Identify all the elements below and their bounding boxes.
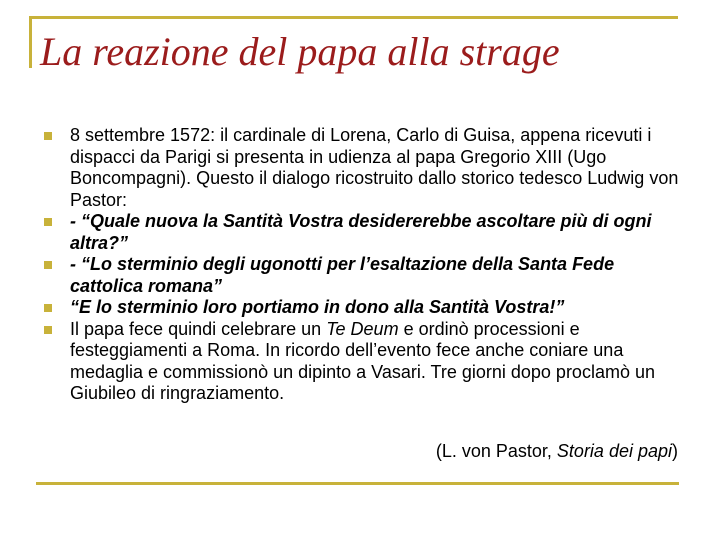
slide-title: La reazione del papa alla strage — [40, 29, 560, 74]
square-bullet-icon — [44, 218, 52, 226]
list-item — [44, 297, 684, 319]
list-item — [44, 319, 684, 405]
bullet-text: 8 settembre 1572: il cardinale di Lorena, Carlo di Guisa, appena ricevuti i dispacci da Parigi si presenta in udienza al papa Gregorio XIII (Ugo Boncompagni). Questo il dialogo ricostruito dallo storico tedesco Ludwig von Pastor: — [70, 125, 679, 210]
bullet-list — [44, 125, 684, 405]
square-bullet-icon — [44, 132, 52, 140]
dialogue-quote: “E lo sterminio loro portiamo in dono alla Santità Vostra!” — [70, 297, 565, 317]
square-bullet-icon — [44, 326, 52, 334]
list-item — [44, 211, 684, 254]
frame-bottom-line — [36, 482, 679, 485]
citation-suffix: ) — [672, 441, 678, 461]
dialogue-quote: - “Lo sterminio degli ugonotti per l’esaltazione della Santa Fede cattolica romana” — [70, 254, 615, 296]
frame-left-line — [29, 16, 32, 68]
te-deum-italic: Te Deum — [326, 318, 399, 339]
square-bullet-icon — [44, 261, 52, 269]
citation-prefix: (L. von Pastor, — [435, 441, 557, 461]
source-citation — [300, 441, 678, 462]
bullet-text-start: Il papa fece quindi celebrare un — [70, 318, 327, 339]
frame-top-line — [29, 16, 678, 19]
citation-work-title: Storia dei papi — [556, 441, 672, 461]
list-item — [44, 254, 684, 297]
square-bullet-icon — [44, 304, 52, 312]
list-item — [44, 125, 684, 211]
bullet-text-end: e ordinò processioni e festeggiamenti a Roma. In ricordo dell’evento fece anche coniare una medaglia e commissionò un dipinto a Vasari. Tre giorni dopo proclamò un Giubileo di ringraziamento. — [70, 318, 655, 403]
dialogue-quote: - “Quale nuova la Santità Vostra desidererebbe ascoltare più di ogni altra?” — [70, 211, 652, 253]
